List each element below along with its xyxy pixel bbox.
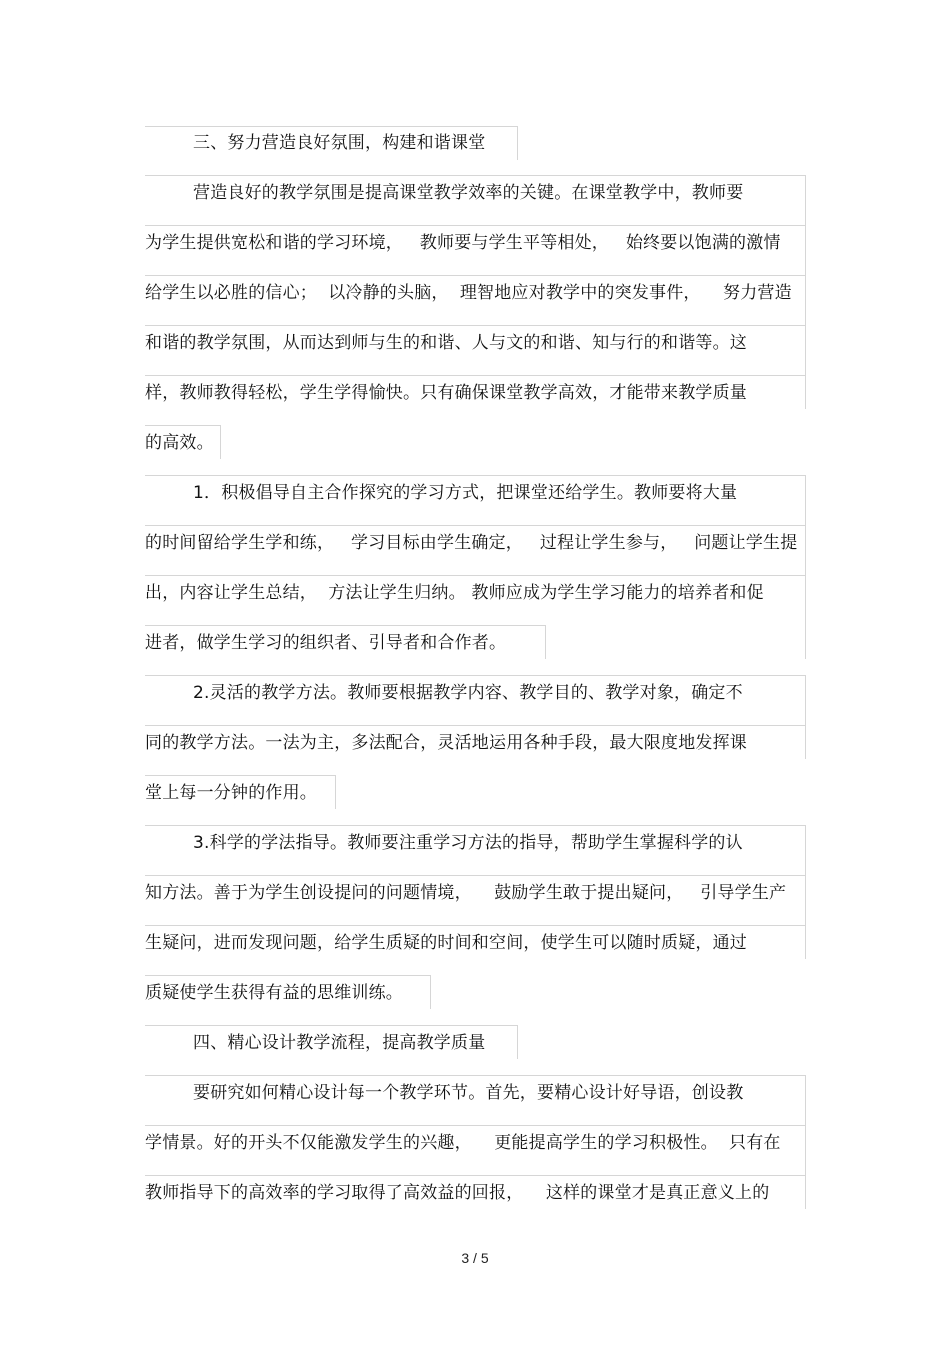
paragraph-line: 的高效。: [145, 433, 214, 453]
page-number: 3 / 5: [461, 1250, 489, 1266]
rule: [805, 475, 806, 659]
paragraph-line: 同的教学方法。一法为主，多法配合，灵活地运用各种手段，最大限度地发挥课: [145, 733, 747, 753]
paragraph-line: 生疑问，进而发现问题，给学生质疑的时间和空间，使学生可以随时质疑，通过: [145, 933, 747, 953]
paragraph-line: 出，内容让学生总结， 方法让学生归纳。 教师应成为学生学习能力的培养者和促: [145, 583, 764, 603]
paragraph-line: 质疑使学生获得有益的思维训练。: [145, 983, 403, 1003]
rule: [430, 975, 431, 1009]
rule: [805, 1075, 806, 1209]
list-item-1: 1．积极倡导自主合作探究的学习方式，把课堂还给学生。教师要将大量: [193, 483, 738, 503]
paragraph-line: 给学生以必胜的信心； 以冷静的头脑， 理智地应对教学中的突发事件， 努力营造: [145, 283, 792, 303]
rule: [805, 825, 806, 959]
paragraph-line: 教师指导下的高效率的学习取得了高效益的回报， 这样的课堂才是真正意义上的: [145, 1183, 770, 1203]
paragraph-line: 和谐的教学氛围，从而达到师与生的和谐、人与文的和谐、知与行的和谐等。这: [145, 333, 747, 353]
paragraph-line: 学情景。好的开头不仅能激发学生的兴趣， 更能提高学生的学习积极性。 只有在: [145, 1133, 781, 1153]
paragraph-line: 样，教师教得轻松，学生学得愉快。只有确保课堂教学高效，才能带来教学质量: [145, 383, 747, 403]
paragraph-line: 知方法。善于为学生创设提问的问题情境， 鼓励学生敢于提出疑问， 引导学生产: [145, 883, 787, 903]
paragraph-line: 营造良好的教学氛围是提高课堂教学效率的关键。在课堂教学中，教师要: [193, 183, 744, 203]
section-heading-4: 四、精心设计教学流程，提高教学质量: [193, 1033, 486, 1053]
paragraph-line: 为学生提供宽松和谐的学习环境， 教师要与学生平等相处， 始终要以饱满的激情: [145, 233, 781, 253]
section-heading-3: 三、努力营造良好氛围，构建和谐课堂: [193, 133, 486, 153]
list-item-2: 2.灵活的教学方法。教师要根据教学内容、教学目的、教学对象，确定不: [193, 683, 743, 703]
paragraph-line: 进者，做学生学习的组织者、引导者和合作者。: [145, 633, 507, 653]
list-item-3: 3.科学的学法指导。教师要注重学习方法的指导，帮助学生掌握科学的认: [193, 833, 743, 853]
rule: [517, 126, 518, 160]
rule: [805, 675, 806, 759]
rule: [335, 775, 336, 809]
rule: [517, 1025, 518, 1059]
rule: [545, 625, 546, 659]
rule: [805, 175, 806, 409]
paragraph-line: 堂上每一分钟的作用。: [145, 783, 317, 803]
paragraph-line: 要研究如何精心设计每一个教学环节。首先，要精心设计好导语，创设教: [193, 1083, 744, 1103]
rule: [220, 425, 221, 459]
paragraph-line: 的时间留给学生学和练， 学习目标由学生确定， 过程让学生参与， 问题让学生提: [145, 533, 798, 553]
